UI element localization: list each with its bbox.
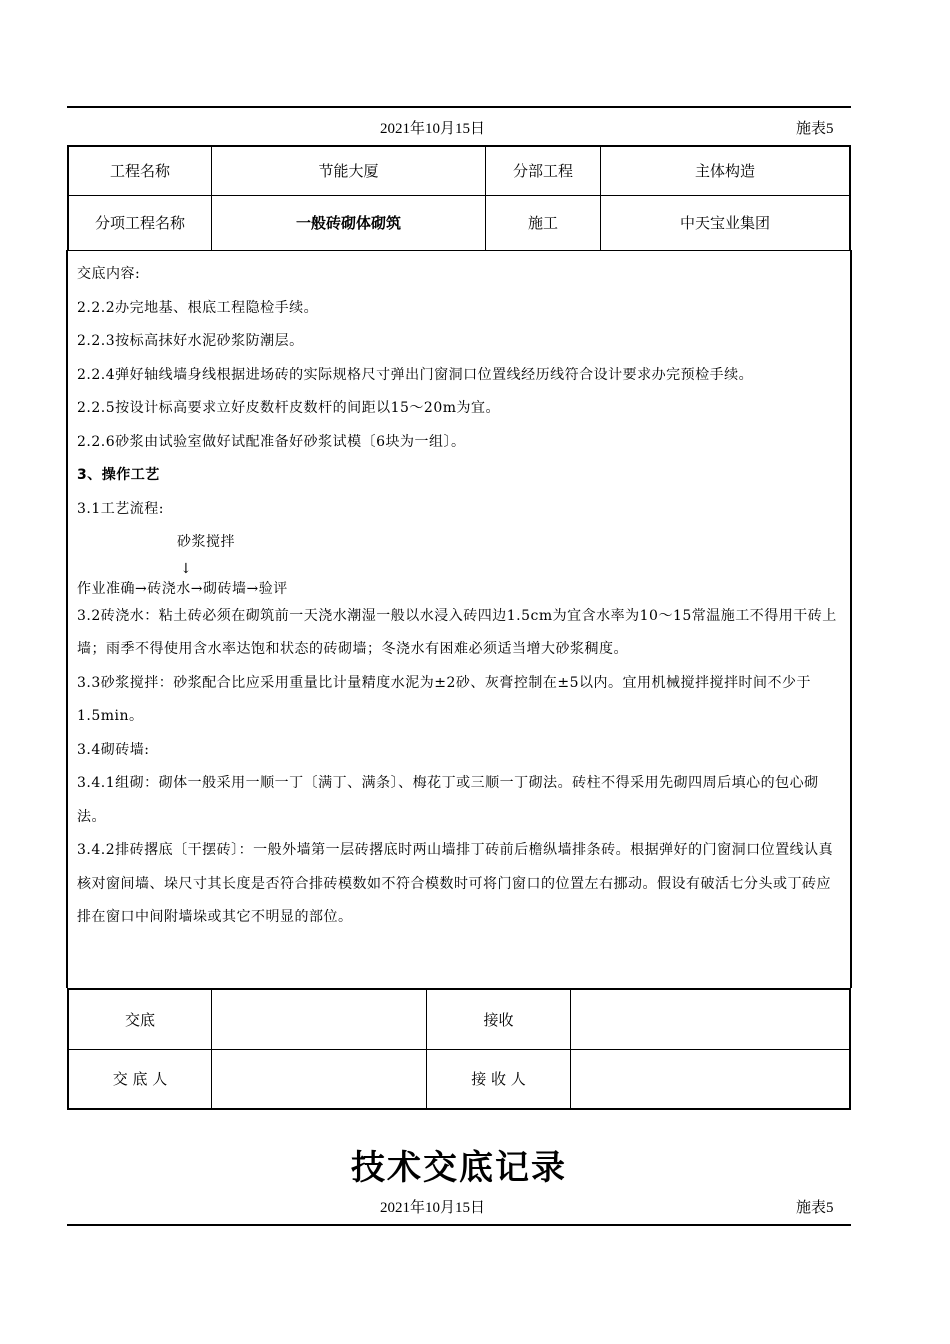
receive-value: [571, 989, 851, 1049]
bottom-rule: [67, 1224, 851, 1226]
content-intro: 交底内容:: [77, 266, 141, 282]
item-2-2-6: 2.2.6砂浆由试验室做好试配准备好砂浆试模〔6块为一组〕。: [77, 433, 466, 450]
item-2-2-3: 2.2.3按标高抹好水泥砂浆防潮层。: [77, 333, 304, 349]
construction-label: 施工: [486, 195, 601, 250]
header-table: [67, 145, 851, 251]
item-2-2-5: 2.2.5按设计标高要求立好皮数杆皮数杆的间距以15～20m为宜。: [77, 400, 501, 416]
item-3-1: 3.1工艺流程:: [77, 500, 164, 517]
item-3-4-2: 3.4.2排砖撂底〔干摆砖〕：一般外墙第一层砖撂底时两山墙排丁砖前后檐纵墙排条砖。根据弹好的门窗洞口位置线认真核对窗间墙、垛尺寸其长度是否符合排砖模数如不符合模数时可将门窗口的位置左右挪动。假设有破活七分头或丁砖应排在窗口中间附墙垛或其它不明显的部位。: [77, 842, 834, 925]
flow-mortar-mixing: 砂浆搅拌: [177, 534, 235, 550]
subitem-value: 一般砖砌体砌筑: [212, 195, 486, 250]
construction-value: 中天宝业集团: [601, 195, 851, 250]
handover-person-value: [212, 1049, 427, 1109]
subitem-label: 分项工程名称: [68, 195, 212, 250]
receive-label: 接收: [427, 989, 571, 1049]
receiver-value: [571, 1049, 851, 1109]
content-body: [68, 250, 850, 935]
item-3-4: 3.4砌砖墙:: [77, 741, 150, 758]
item-3-2: 3.2砖浇水：粘土砖必须在砌筑前一天浇水潮湿一般以水浸入砖四边1.5cm为宜含水率为10～15常温施工不得用干砖上墙；雨季不得使用含水率达饱和状态的砖砌墙；冬浇水有困难必须适当增大砂浆稠度。: [77, 607, 837, 657]
next-form-number: 施表5: [796, 1200, 834, 1216]
section-3-heading: 3、操作工艺: [77, 467, 160, 483]
project-name-label: 工程名称: [68, 146, 212, 195]
item-2-2-2: 2.2.2办完地基、根底工程隐检手续。: [77, 299, 319, 316]
form-number: 施表5: [796, 121, 834, 137]
handover-value: [212, 989, 427, 1049]
document-title: 技术交底记录: [351, 1148, 567, 1188]
flow-main-line: 作业准确→砖浇水→砌砖墙→验评: [77, 580, 288, 597]
flow-down-arrow: ↓: [180, 560, 193, 577]
item-3-3: 3.3砂浆搅拌：砂浆配合比应采用重量比计量精度水泥为±2砂、灰膏控制在±5以内。宜用机械搅拌搅拌时间不少于1.5min。: [77, 674, 812, 724]
item-3-4-1: 3.4.1组砌：砌体一般采用一顺一丁〔满丁、满条〕、梅花丁或三顺一丁砌法。砖柱不得采用先砌四周后填心的包心砌法。: [77, 775, 819, 825]
signature-table: [67, 988, 851, 1110]
project-name-value: 节能大厦: [212, 146, 486, 195]
receiver-label: 接 收 人: [427, 1049, 571, 1109]
content-box: [66, 250, 852, 988]
item-2-2-4: 2.2.4弹好轴线墙身线根据进场砖的实际规格尺寸弹出门窗洞口位置线经历线符合设计要求办完预检手续。: [77, 366, 754, 383]
top-rule: [67, 106, 851, 108]
record-date: 2021年10月15日: [380, 121, 486, 137]
next-record-date: 2021年10月15日: [380, 1200, 486, 1216]
handover-person-label: 交 底 人: [68, 1049, 212, 1109]
handover-label: 交底: [68, 989, 212, 1049]
division-value: 主体构造: [601, 146, 851, 195]
division-label: 分部工程: [486, 146, 601, 195]
